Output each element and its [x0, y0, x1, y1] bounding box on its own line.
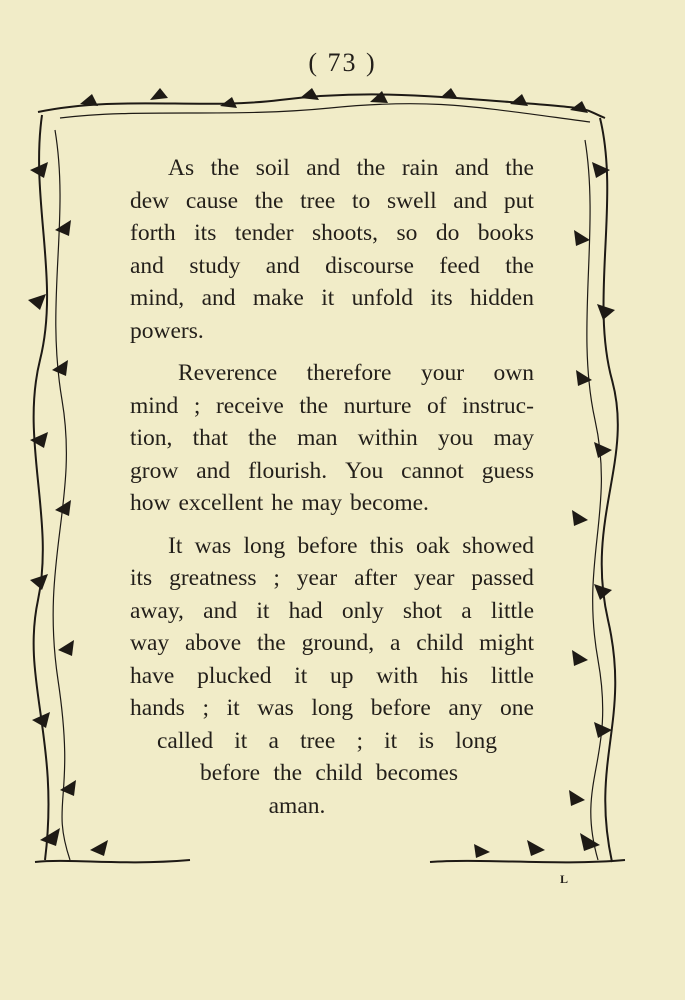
paragraph-3: [130, 530, 534, 823]
text-line: called it a tree ; it is long: [157, 727, 497, 754]
signature-mark: L: [560, 872, 569, 886]
text-line: how excellent he may become.: [130, 490, 429, 516]
text-line: away, and it had only shot a little: [130, 597, 534, 624]
text-line: a man.: [268, 792, 326, 819]
text-line: mind ; receive the nurture of instruc-: [130, 392, 534, 419]
text-line: tion, that the man within you may: [130, 425, 534, 451]
text-line: grow and flourish. You cannot guess: [130, 457, 534, 484]
text-line: It was long before this oak showed: [168, 532, 534, 559]
paragraph-2: [130, 357, 534, 520]
text-line: dew cause the tree to swell and put: [130, 187, 534, 214]
text-line: As the soil and the rain and the: [168, 155, 534, 181]
page-number: ( 73 ): [308, 48, 377, 77]
paragraph-1: [130, 152, 534, 347]
text-line: powers.: [130, 317, 204, 344]
text-line: before the child becomes: [200, 760, 458, 786]
text-line: way above the ground, a child might: [130, 630, 534, 656]
body-text: [130, 152, 534, 832]
text-line: and study and discourse feed the: [130, 252, 534, 279]
text-line: have plucked it up with his little: [130, 662, 534, 689]
text-line: forth its tender shoots, so do books: [130, 220, 534, 246]
text-line: Reverence therefore your own: [178, 360, 534, 386]
text-line: hands ; it was long before any one: [130, 695, 534, 721]
text-line: mind, and make it unfold its hidden: [130, 285, 534, 311]
text-line: its greatness ; year after year passed: [130, 565, 534, 591]
